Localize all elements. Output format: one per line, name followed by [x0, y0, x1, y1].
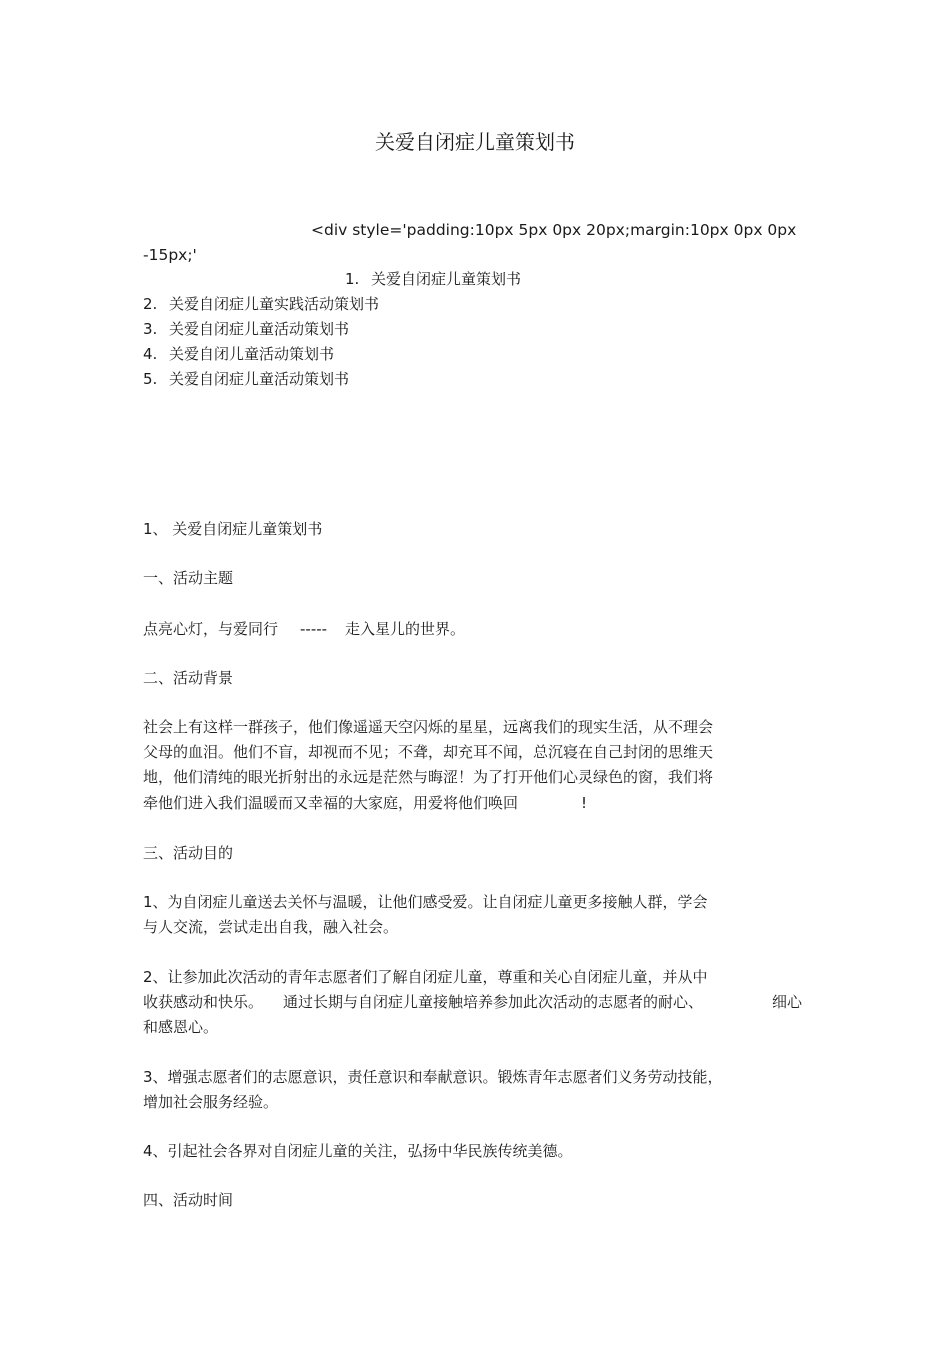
purpose-1-line: 与人交流，尝试走出自我，融入社会。 — [143, 918, 399, 936]
background-line: 社会上有这样一群孩子，他们像遥遥天空闪烁的星星，远离我们的现实生活，从不理会 — [143, 718, 714, 736]
code-fragment-line-1: <div style='padding:10px 5px 0px 20px;margin:10px 0px 0px — [311, 221, 797, 239]
background-line: 地，他们清纯的眼光折射出的永远是茫然与晦涩！为了打开他们心灵绿色的窗，我们将 — [143, 768, 714, 786]
purpose-2-line: 2、让参加此次活动的青年志愿者们了解自闭症儿童，尊重和关心自闭症儿童，并从中 — [143, 968, 708, 986]
theme-text-left: 点亮心灯，与爱同行 — [143, 620, 279, 638]
toc-item-number: 2. — [143, 295, 158, 313]
toc-item-number: 3. — [143, 320, 158, 338]
purpose-2-line-c: 细心 — [772, 993, 803, 1011]
toc-item-label: 关爱自闭症儿童活动策划书 — [169, 370, 350, 388]
toc-item-label: 关爱自闭症儿童实践活动策划书 — [169, 295, 380, 313]
purpose-3-line: 3、增强志愿者们的志愿意识，责任意识和奉献意识。锻炼青年志愿者们义务劳动技能， — [143, 1068, 723, 1086]
purpose-2-line: 和感恩心。 — [143, 1018, 219, 1036]
heading-time: 四、活动时间 — [143, 1191, 234, 1209]
document-title: 关爱自闭症儿童策划书 — [375, 130, 575, 154]
toc-item-number: 4. — [143, 345, 158, 363]
heading-background: 二、活动背景 — [143, 669, 234, 687]
code-fragment-line-2: -15px;' — [143, 246, 197, 264]
background-exclamation: ! — [581, 794, 588, 812]
background-line: 父母的血泪。他们不盲，却视而不见；不聋，却充耳不闻，总沉寝在自己封闭的思维天 — [143, 743, 714, 761]
heading-theme: 一、活动主题 — [143, 569, 234, 587]
toc-item[interactable] — [143, 344, 334, 364]
purpose-2-line-b: 通过长期与自闭症儿童接触培养参加此次活动的志愿者的耐心、 — [283, 993, 704, 1011]
toc-item-number: 1. — [345, 270, 360, 288]
toc-item-label: 关爱自闭症儿童活动策划书 — [169, 320, 350, 338]
purpose-3-line: 增加社会服务经验。 — [143, 1093, 279, 1111]
toc-item-number: 5. — [143, 370, 158, 388]
section-heading: 1、 关爱自闭症儿童策划书 — [143, 520, 323, 538]
toc-item-label: 关爱自闭儿童活动策划书 — [169, 345, 335, 363]
theme-text-dash: ----- — [300, 620, 328, 638]
toc-item[interactable] — [143, 294, 379, 314]
purpose-1-line: 1、为自闭症儿童送去关怀与温暖，让他们感受爱。让自闭症儿童更多接触人群，学会 — [143, 893, 708, 911]
toc-item-label: 关爱自闭症儿童策划书 — [371, 270, 522, 288]
theme-text-right: 走入星儿的世界。 — [345, 620, 466, 638]
toc-item[interactable] — [345, 269, 521, 289]
purpose-2-line-a: 收获感动和快乐。 — [143, 993, 264, 1011]
heading-purpose: 三、活动目的 — [143, 844, 234, 862]
purpose-4-line: 4、引起社会各界对自闭症儿童的关注，弘扬中华民族传统美德。 — [143, 1142, 573, 1160]
toc-item[interactable] — [143, 319, 349, 339]
toc-item[interactable] — [143, 369, 349, 389]
background-line: 牵他们进入我们温暖而又幸福的大家庭，用爱将他们唤回 — [143, 794, 519, 812]
